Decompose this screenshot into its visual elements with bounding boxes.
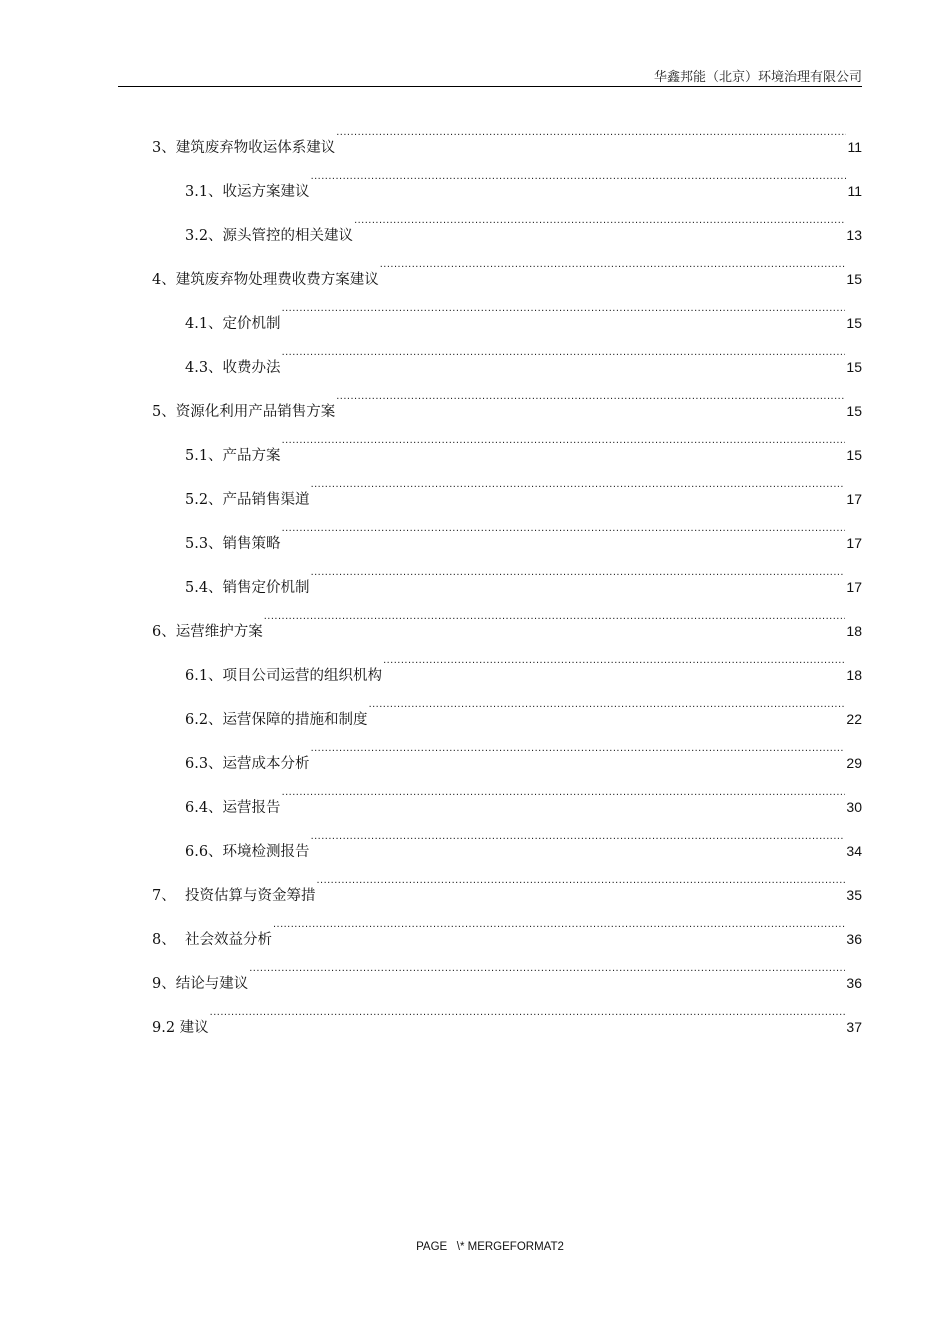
toc-entry-title: 5.4、销售定价机制 [185, 580, 310, 596]
toc-entry-page: 36 [846, 931, 862, 947]
toc-leader-dots [311, 828, 846, 856]
header-company-name: 华鑫邦能（北京）环境治理有限公司 [653, 70, 862, 85]
toc-leader-dots [282, 300, 846, 328]
toc-entry[interactable] [152, 564, 862, 608]
toc-leader-dots [383, 652, 845, 680]
toc-entry-title: 6、运营维护方案 [152, 624, 263, 640]
toc-leader-dots [311, 564, 846, 592]
toc-leader-dots [336, 388, 845, 416]
toc-entry-title: 5.3、销售策略 [185, 536, 281, 552]
toc-entry[interactable] [152, 696, 862, 740]
toc-leader-dots [311, 476, 846, 504]
toc-entry-title: 9、结论与建议 [152, 976, 249, 992]
toc-leader-dots [380, 256, 846, 284]
toc-entry-page: 18 [846, 623, 862, 639]
toc-entry[interactable] [152, 124, 862, 168]
toc-entry[interactable] [152, 652, 862, 696]
toc-entry-page: 37 [846, 1019, 862, 1035]
toc-entry-title: 6.1、项目公司运营的组织机构 [185, 668, 383, 684]
toc-entry[interactable] [152, 916, 862, 960]
toc-entry[interactable] [152, 168, 862, 212]
toc-entry[interactable] [152, 300, 862, 344]
toc-entry-page: 15 [846, 315, 862, 331]
toc-entry[interactable] [152, 740, 862, 784]
toc-entry-page: 13 [846, 227, 862, 243]
toc-entry[interactable] [152, 212, 862, 256]
toc-leader-dots [311, 168, 847, 196]
toc-leader-dots [369, 696, 846, 724]
toc-entry[interactable] [152, 784, 862, 828]
toc-entry[interactable] [152, 520, 862, 564]
toc-leader-dots [282, 784, 846, 812]
toc-entry-page: 17 [846, 535, 862, 551]
toc-entry-title: 6.3、运营成本分析 [185, 756, 310, 772]
toc-entry-title: 5.2、产品销售渠道 [185, 492, 310, 508]
toc-entry-page: 22 [846, 711, 862, 727]
toc-leader-dots [354, 212, 845, 240]
toc-entry-title: 5.1、产品方案 [185, 448, 281, 464]
toc-entry-title: 3、建筑废弃物收运体系建议 [152, 140, 336, 156]
toc-entry-page: 17 [846, 491, 862, 507]
toc-entry[interactable] [152, 344, 862, 388]
toc-leader-dots [264, 608, 846, 636]
toc-entry-page: 34 [846, 843, 862, 859]
toc-entry-title: 8、 社会效益分析 [152, 932, 272, 948]
toc-entry[interactable] [152, 256, 862, 300]
toc-entry[interactable] [152, 432, 862, 476]
toc-entry-title: 6.4、运营报告 [185, 800, 281, 816]
toc-entry-title: 3.1、收运方案建议 [185, 184, 310, 200]
toc-entry-page: 18 [846, 667, 862, 683]
toc-entry[interactable] [152, 608, 862, 652]
toc-leader-dots [316, 872, 845, 900]
toc-entry-page: 11 [847, 139, 862, 155]
toc-entry-title: 6.6、环境检测报告 [185, 844, 310, 860]
toc-entry-title: 6.2、运营保障的措施和制度 [185, 712, 368, 728]
toc-entry[interactable] [152, 872, 862, 916]
toc-entry-page: 30 [846, 799, 862, 815]
toc-leader-dots [249, 960, 845, 988]
toc-entry[interactable] [152, 1004, 862, 1048]
toc-leader-dots [311, 740, 846, 768]
toc-leader-dots [273, 916, 845, 944]
toc-entry-page: 15 [846, 403, 862, 419]
toc-entry-page: 11 [847, 183, 862, 199]
toc-entry-page: 15 [846, 271, 862, 287]
toc-leader-dots [210, 1004, 846, 1032]
toc-entry-title: 4.3、收费办法 [185, 360, 281, 376]
toc-entry-page: 29 [846, 755, 862, 771]
toc-entry-title: 4、建筑废弃物处理费收费方案建议 [152, 272, 379, 288]
toc-leader-dots [282, 520, 846, 548]
toc-entry[interactable] [152, 828, 862, 872]
header-divider [118, 86, 862, 87]
toc-entry-title: 3.2、源头管控的相关建议 [185, 228, 354, 244]
footer-page-field: PAGE \* MERGEFORMAT2 [416, 1241, 564, 1253]
toc-leader-dots [282, 344, 846, 372]
toc-entry-page: 15 [846, 359, 862, 375]
toc-entry-page: 17 [846, 579, 862, 595]
toc-entry-title: 7、 投资估算与资金筹措 [152, 888, 316, 904]
toc-leader-dots [336, 124, 846, 152]
toc-entry-title: 5、资源化利用产品销售方案 [152, 404, 336, 420]
toc-leader-dots [282, 432, 846, 460]
toc-entry-page: 36 [846, 975, 862, 991]
toc-entry-page: 35 [846, 887, 862, 903]
toc-entry[interactable] [152, 960, 862, 1004]
toc-entry[interactable] [152, 476, 862, 520]
toc-entry-title: 9.2 建议 [152, 1020, 209, 1036]
toc-entry-page: 15 [846, 447, 862, 463]
table-of-contents [152, 124, 862, 1048]
toc-entry-title: 4.1、定价机制 [185, 316, 281, 332]
toc-entry[interactable] [152, 388, 862, 432]
